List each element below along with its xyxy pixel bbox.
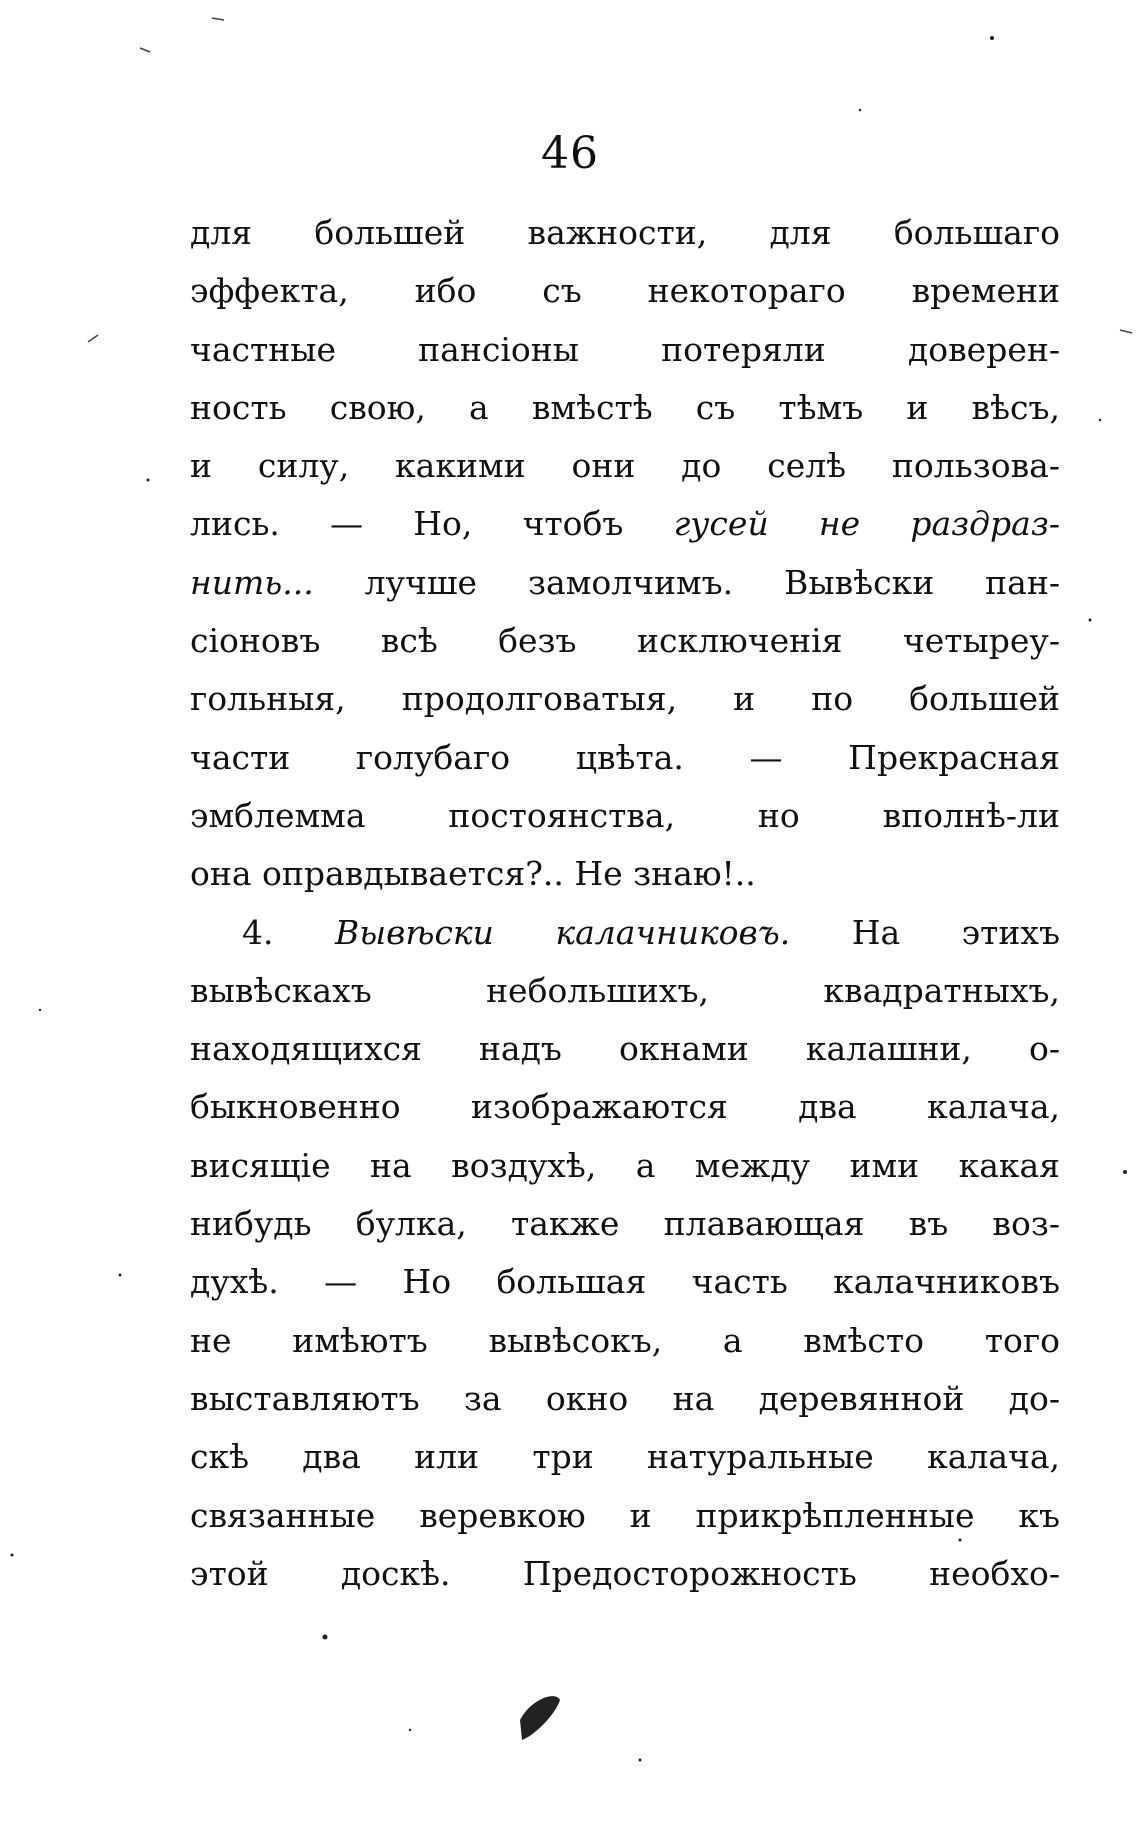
- text-line: вывѣскахъ небольшихъ, квадратныхъ,: [190, 970, 1060, 1010]
- text-segment: лучше замолчимъ. Вывѣски пан-: [313, 562, 1060, 602]
- text-line: частные пансіоны потеряли доверен-: [190, 329, 1060, 369]
- text-line: связанные веревкою и прикрѣпленные къ: [190, 1495, 1060, 1535]
- text-segment: лись. — Но, чтобъ: [190, 504, 674, 544]
- text-line: части голубаго цвѣта. — Прекрасная: [190, 737, 1060, 777]
- section-number: 4.: [242, 912, 274, 952]
- text-line: висящіе на воздухѣ, а между ими какая: [190, 1145, 1060, 1185]
- text-line: нибудь булка, также плавающая въ воз-: [190, 1204, 1060, 1244]
- text-line: и силу, какими они до селѣ пользова-: [190, 446, 1060, 486]
- text-line: скѣ два или три натуральные калача,: [190, 1437, 1060, 1477]
- text-line: [190, 554, 1060, 612]
- text-line: не имѣютъ вывѣсокъ, а вмѣсто того: [190, 1320, 1060, 1360]
- text-line: выставляютъ за окно на деревянной до-: [190, 1378, 1060, 1418]
- text-line: находящихся надъ окнами калашни, о-: [190, 1029, 1060, 1069]
- text-line: эмблемма постоянства, но вполнѣ-ли: [190, 795, 1060, 835]
- page-number: 46: [541, 128, 599, 179]
- text-line: она оправдывается?.. Не знаю!..: [190, 854, 756, 894]
- text-segment: На этихъ: [790, 912, 1060, 952]
- italic-phrase: гусей не раздраз-: [673, 504, 1061, 544]
- text-line: гольныя, продолговатыя, и по большей: [190, 679, 1060, 719]
- italic-phrase: нить...: [190, 562, 314, 602]
- section-heading: Вывѣски калачниковъ.: [335, 912, 791, 952]
- text-line: этой доскѣ. Предосторожность необхо-: [190, 1553, 1060, 1593]
- text-line: духѣ. — Но большая часть калачниковъ: [190, 1262, 1060, 1302]
- text-line: эффекта, ибо съ некотораго времени: [190, 271, 1060, 311]
- body-text: [190, 204, 1060, 1603]
- text-line: ность свою, а вмѣстѣ съ тѣмъ и вѣсъ,: [190, 387, 1060, 427]
- section-heading-line: [190, 904, 1060, 962]
- text-line: быкновенно изображаются два калача,: [190, 1087, 1060, 1127]
- text-line: сіоновъ всѣ безъ исключенія четыреу-: [190, 621, 1060, 661]
- text-line: для большей важности, для большаго: [190, 213, 1060, 252]
- text-line: [190, 495, 1060, 553]
